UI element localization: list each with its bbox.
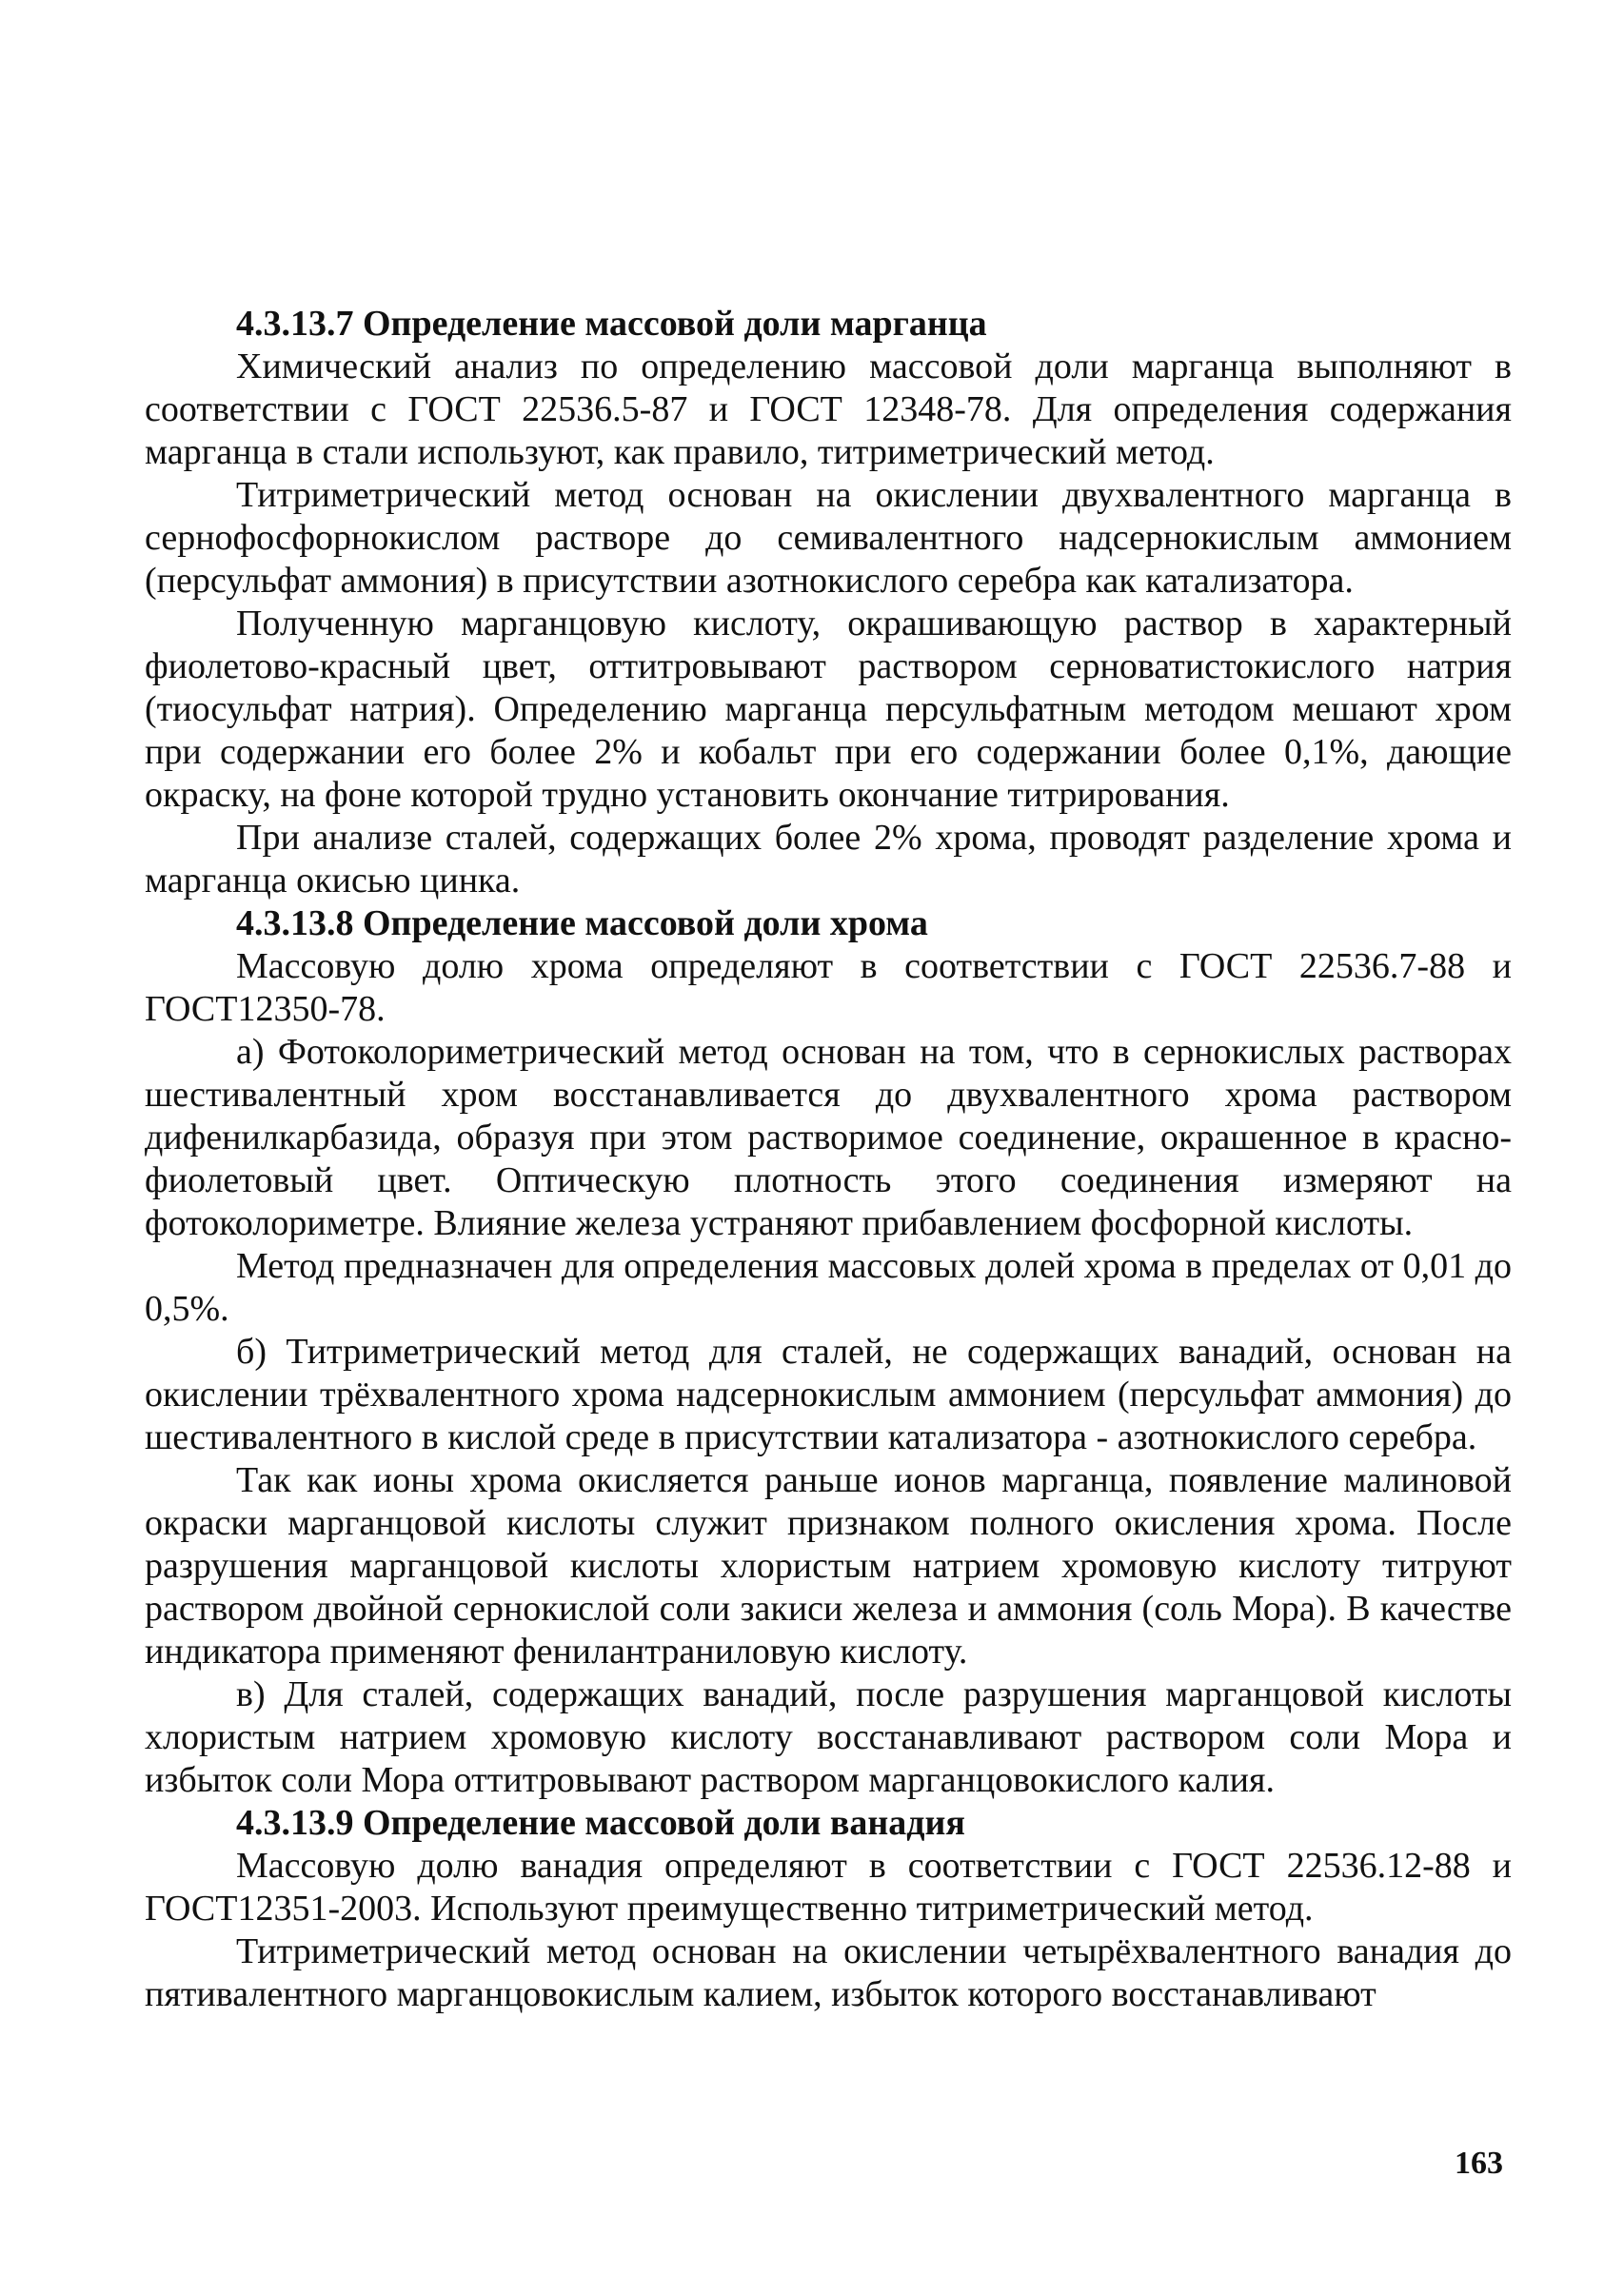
paragraph: а) Фотоколориметрический метод основан на том, что в сернокислых растворах шестивалентный хром восстанавливается до двухвалентного хрома раствором дифенилкарбазида, образуя при этом растворимое соединение, окрашенное в красно-фиолетовый цвет. Оптическую плотность этого соединения измеряют на фотоколориметре. Влияние железа устраняют прибавлением фосфорной кислоты. bbox=[145, 1032, 1512, 1243]
paragraph: Так как ионы хрома окисляется раньше ионов марганца, появление малиновой окраски марганцовой кислоты служит признаком полного окисления хрома. После разрушения марганцовой кислоты хлористым натрием хромовую кислоту титруют раствором двойной сернокислой соли закиси железа и аммония (соль Мора). В качестве индикатора применяют фенилантраниловую кислоту. bbox=[145, 1460, 1512, 1672]
paragraph: в) Для сталей, содержащих ванадий, после разрушения марганцовой кислоты хлористым натрием хромовую кислоту восстанавливают раствором соли Мора и избыток соли Мора оттитровывают раствором марганцовокислого калия. bbox=[145, 1674, 1512, 1800]
paragraph: Титриметрический метод основан на окислении двухвалентного марганца в сернофосфорнокислом растворе до семивалентного надсернокислым аммонием (персульфат аммония) в присутствии азотнокислого серебра как катализатора. bbox=[145, 475, 1512, 601]
paragraph: Титриметрический метод основан на окислении четырёхвалентного ванадия до пятивалентного марганцовокислым калием, избыток которого восстанавливают bbox=[145, 1931, 1512, 2014]
section-heading-vanadium: 4.3.13.9 Определение массовой доли ванадия bbox=[236, 1803, 965, 1843]
section-heading-chromium: 4.3.13.8 Определение массовой доли хрома bbox=[236, 903, 928, 943]
paragraph: Химический анализ по определению массовой доли марганца выполняют в соответствии с ГОСТ 22536.5-87 и ГОСТ 12348-78. Для определения содержания марганца в стали используют, как правило, титриметрический метод. bbox=[145, 346, 1512, 472]
section-heading-manganese: 4.3.13.7 Определение массовой доли марганца bbox=[236, 304, 987, 344]
paragraph: При анализе сталей, содержащих более 2% хрома, проводят разделение хрома и марганца окисью цинка. bbox=[145, 818, 1512, 901]
paragraph: Метод предназначен для определения массовых долей хрома в пределах от 0,01 до 0,5%. bbox=[145, 1246, 1512, 1329]
paragraph: б) Титриметрический метод для сталей, не содержащих ванадий, основан на окислении трёхвалентного хрома надсернокислым аммонием (персульфат аммония) до шестивалентного в кислой среде в присутствии катализатора - азотнокислого серебра. bbox=[145, 1332, 1512, 1457]
paragraph: Массовую долю хрома определяют в соответствии с ГОСТ 22536.7-88 и ГОСТ12350-78. bbox=[145, 946, 1512, 1029]
page-number: 163 bbox=[1455, 2146, 1503, 2181]
paragraph: Полученную марганцовую кислоту, окрашивающую раствор в характерный фиолетово-красный цвет, оттитровывают раствором серноватистокислого натрия (тиосульфат натрия). Определению марганца персульфатным методом мешают хром при содержании его более 2% и кобальт при его содержании более 0,1%, дающие окраску, на фоне которой трудно установить окончание титрирования. bbox=[145, 604, 1512, 815]
document-page bbox=[145, 303, 1512, 2016]
paragraph: Массовую долю ванадия определяют в соответствии с ГОСТ 22536.12-88 и ГОСТ12351-2003. Используют преимущественно титриметрический метод. bbox=[145, 1846, 1512, 1929]
